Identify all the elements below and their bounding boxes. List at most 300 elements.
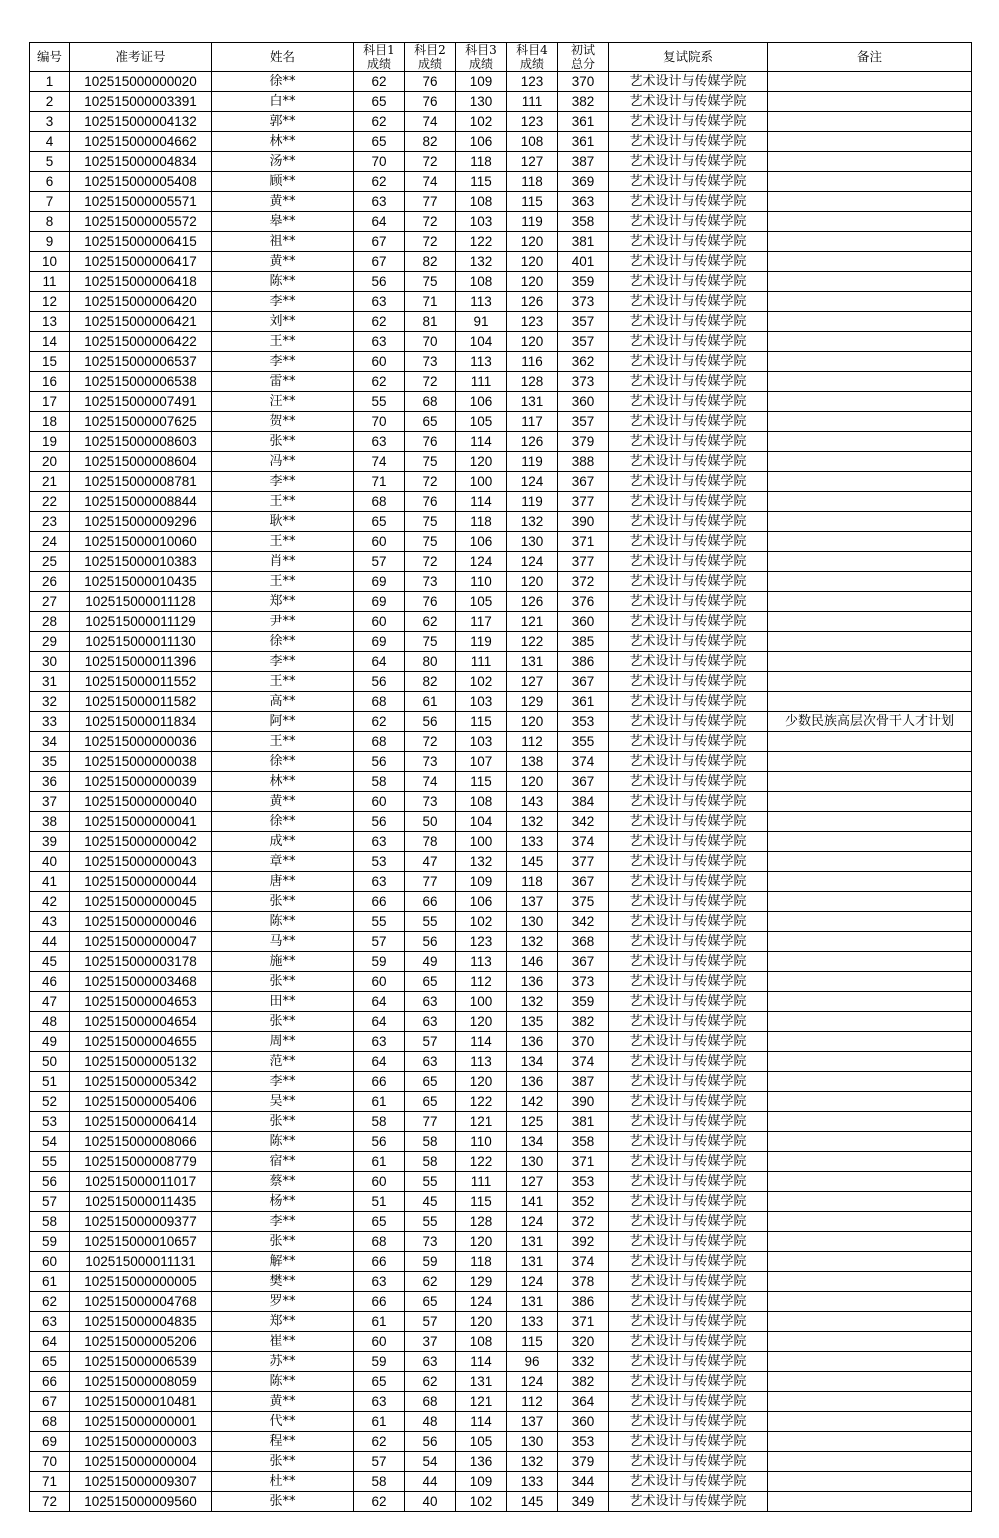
cell-ticket: 102515000004834 (70, 152, 212, 172)
cell-subject2: 72 (405, 212, 456, 232)
cell-subject4: 120 (507, 272, 558, 292)
table-body (30, 72, 972, 1512)
cell-no: 8 (30, 212, 70, 232)
cell-subject2: 76 (405, 72, 456, 92)
header-ticket: 准考证号 (70, 43, 212, 72)
cell-subject4: 120 (507, 332, 558, 352)
cell-subject1: 60 (354, 792, 405, 812)
table-row (30, 732, 972, 752)
cell-dept: 艺术设计与传媒学院 (609, 612, 768, 632)
cell-subject3: 114 (456, 432, 507, 452)
cell-subject1: 66 (354, 1072, 405, 1092)
table-row (30, 892, 972, 912)
cell-ticket: 102515000011834 (70, 712, 212, 732)
cell-no: 67 (30, 1392, 70, 1412)
cell-subject3: 121 (456, 1392, 507, 1412)
cell-ticket: 102515000005132 (70, 1052, 212, 1072)
cell-ticket: 102515000004835 (70, 1312, 212, 1332)
score-sheet (29, 42, 972, 1512)
cell-subject1: 62 (354, 72, 405, 92)
cell-subject1: 68 (354, 492, 405, 512)
cell-note (768, 292, 972, 312)
cell-name: 解** (212, 1252, 354, 1272)
cell-name: 王** (212, 732, 354, 752)
cell-subject3: 113 (456, 1052, 507, 1072)
header-no: 编号 (30, 43, 70, 72)
table-row (30, 1412, 972, 1432)
table-row (30, 452, 972, 472)
cell-dept: 艺术设计与传媒学院 (609, 1392, 768, 1412)
cell-ticket: 102515000006417 (70, 252, 212, 272)
cell-total: 381 (558, 232, 609, 252)
cell-total: 382 (558, 92, 609, 112)
cell-note (768, 1412, 972, 1432)
table-row (30, 1372, 972, 1392)
cell-dept: 艺术设计与传媒学院 (609, 232, 768, 252)
cell-no: 28 (30, 612, 70, 632)
cell-subject4: 125 (507, 1112, 558, 1132)
cell-total: 390 (558, 1092, 609, 1112)
cell-name: 郑** (212, 592, 354, 612)
cell-note (768, 1052, 972, 1072)
cell-subject1: 64 (354, 1012, 405, 1032)
cell-subject2: 66 (405, 892, 456, 912)
cell-total: 357 (558, 412, 609, 432)
cell-subject2: 77 (405, 872, 456, 892)
cell-dept: 艺术设计与传媒学院 (609, 1252, 768, 1272)
cell-subject2: 68 (405, 1392, 456, 1412)
cell-note (768, 932, 972, 952)
cell-subject3: 115 (456, 712, 507, 732)
cell-subject3: 120 (456, 1232, 507, 1252)
cell-ticket: 102515000006418 (70, 272, 212, 292)
cell-subject4: 132 (507, 932, 558, 952)
cell-no: 18 (30, 412, 70, 432)
table-row (30, 412, 972, 432)
header-subject2-line1: 科目2 (414, 43, 446, 57)
cell-name: 阿** (212, 712, 354, 732)
cell-name: 陈** (212, 1372, 354, 1392)
cell-note (768, 1272, 972, 1292)
cell-ticket: 102515000011396 (70, 652, 212, 672)
cell-dept: 艺术设计与传媒学院 (609, 512, 768, 532)
cell-ticket: 102515000000001 (70, 1412, 212, 1432)
cell-note (768, 972, 972, 992)
cell-note (768, 792, 972, 812)
cell-note (768, 632, 972, 652)
cell-subject3: 109 (456, 872, 507, 892)
cell-subject3: 106 (456, 892, 507, 912)
cell-no: 34 (30, 732, 70, 752)
cell-subject1: 61 (354, 1152, 405, 1172)
cell-ticket: 102515000005571 (70, 192, 212, 212)
cell-no: 22 (30, 492, 70, 512)
cell-subject2: 75 (405, 532, 456, 552)
cell-note (768, 512, 972, 532)
cell-subject1: 53 (354, 852, 405, 872)
cell-subject2: 63 (405, 1012, 456, 1032)
cell-total: 361 (558, 132, 609, 152)
cell-name: 郑** (212, 1312, 354, 1332)
cell-note (768, 992, 972, 1012)
cell-subject3: 108 (456, 1332, 507, 1352)
cell-dept: 艺术设计与传媒学院 (609, 1292, 768, 1312)
cell-note (768, 372, 972, 392)
cell-total: 320 (558, 1332, 609, 1352)
header-subject4-line2: 成绩 (519, 57, 544, 71)
cell-dept: 艺术设计与传媒学院 (609, 1372, 768, 1392)
cell-subject1: 71 (354, 472, 405, 492)
cell-name: 祖** (212, 232, 354, 252)
cell-subject2: 75 (405, 452, 456, 472)
cell-total: 376 (558, 592, 609, 612)
cell-no: 41 (30, 872, 70, 892)
cell-note (768, 772, 972, 792)
cell-subject4: 123 (507, 312, 558, 332)
cell-subject3: 122 (456, 1152, 507, 1172)
cell-dept: 艺术设计与传媒学院 (609, 1172, 768, 1192)
cell-subject2: 77 (405, 1112, 456, 1132)
cell-subject4: 134 (507, 1132, 558, 1152)
cell-ticket: 102515000011017 (70, 1172, 212, 1192)
cell-dept: 艺术设计与传媒学院 (609, 192, 768, 212)
cell-subject4: 119 (507, 492, 558, 512)
cell-name: 周** (212, 1032, 354, 1052)
cell-note (768, 132, 972, 152)
cell-subject1: 68 (354, 1232, 405, 1252)
cell-subject3: 118 (456, 152, 507, 172)
cell-name: 章** (212, 852, 354, 872)
cell-subject1: 60 (354, 1332, 405, 1352)
cell-no: 45 (30, 952, 70, 972)
cell-ticket: 102515000006414 (70, 1112, 212, 1132)
cell-subject3: 106 (456, 392, 507, 412)
cell-ticket: 102515000006538 (70, 372, 212, 392)
cell-subject2: 57 (405, 1312, 456, 1332)
cell-dept: 艺术设计与传媒学院 (609, 452, 768, 472)
cell-ticket: 102515000011582 (70, 692, 212, 712)
table-row (30, 752, 972, 772)
cell-subject1: 62 (354, 372, 405, 392)
cell-total: 385 (558, 632, 609, 652)
cell-dept: 艺术设计与传媒学院 (609, 872, 768, 892)
cell-ticket: 102515000000040 (70, 792, 212, 812)
table-row (30, 1072, 972, 1092)
cell-subject1: 56 (354, 272, 405, 292)
cell-dept: 艺术设计与传媒学院 (609, 92, 768, 112)
cell-dept: 艺术设计与传媒学院 (609, 1052, 768, 1072)
cell-subject2: 63 (405, 1052, 456, 1072)
cell-subject3: 107 (456, 752, 507, 772)
cell-subject1: 58 (354, 772, 405, 792)
cell-name: 蔡** (212, 1172, 354, 1192)
cell-subject4: 111 (507, 92, 558, 112)
cell-no: 39 (30, 832, 70, 852)
cell-ticket: 102515000006422 (70, 332, 212, 352)
cell-name: 范** (212, 1052, 354, 1072)
cell-total: 386 (558, 652, 609, 672)
cell-no: 21 (30, 472, 70, 492)
cell-dept: 艺术设计与传媒学院 (609, 952, 768, 972)
cell-subject1: 61 (354, 1312, 405, 1332)
cell-subject3: 122 (456, 232, 507, 252)
cell-subject4: 121 (507, 612, 558, 632)
table-row (30, 1432, 972, 1452)
cell-total: 342 (558, 912, 609, 932)
table-row (30, 1152, 972, 1172)
cell-dept: 艺术设计与传媒学院 (609, 1492, 768, 1512)
cell-name: 冯** (212, 452, 354, 472)
cell-dept: 艺术设计与传媒学院 (609, 312, 768, 332)
cell-note (768, 172, 972, 192)
cell-name: 杜** (212, 1472, 354, 1492)
table-row (30, 1352, 972, 1372)
cell-subject2: 68 (405, 392, 456, 412)
cell-subject1: 63 (354, 1032, 405, 1052)
cell-subject1: 57 (354, 1452, 405, 1472)
cell-dept: 艺术设计与传媒学院 (609, 572, 768, 592)
cell-name: 黄** (212, 192, 354, 212)
cell-subject2: 55 (405, 1172, 456, 1192)
cell-total: 349 (558, 1492, 609, 1512)
cell-subject2: 49 (405, 952, 456, 972)
cell-no: 49 (30, 1032, 70, 1052)
cell-name: 雷** (212, 372, 354, 392)
cell-name: 王** (212, 332, 354, 352)
header-total-line1: 初试 (570, 43, 595, 57)
cell-subject1: 70 (354, 152, 405, 172)
cell-subject3: 102 (456, 112, 507, 132)
cell-subject1: 65 (354, 1372, 405, 1392)
cell-dept: 艺术设计与传媒学院 (609, 1432, 768, 1452)
table-row (30, 1092, 972, 1112)
cell-note (768, 732, 972, 752)
table-row (30, 1332, 972, 1352)
cell-no: 48 (30, 1012, 70, 1032)
table-row (30, 1232, 972, 1252)
table-row (30, 1472, 972, 1492)
cell-subject4: 131 (507, 392, 558, 412)
cell-subject2: 76 (405, 432, 456, 452)
cell-subject3: 100 (456, 992, 507, 1012)
cell-dept: 艺术设计与传媒学院 (609, 1352, 768, 1372)
cell-note (768, 1072, 972, 1092)
cell-subject1: 63 (354, 192, 405, 212)
cell-name: 张** (212, 1452, 354, 1472)
cell-name: 汤** (212, 152, 354, 172)
cell-subject2: 56 (405, 712, 456, 732)
cell-subject2: 76 (405, 592, 456, 612)
cell-no: 57 (30, 1192, 70, 1212)
cell-subject3: 120 (456, 452, 507, 472)
cell-subject3: 114 (456, 1412, 507, 1432)
cell-subject3: 124 (456, 552, 507, 572)
cell-name: 施** (212, 952, 354, 972)
header-row (30, 43, 972, 72)
cell-subject3: 102 (456, 912, 507, 932)
cell-total: 372 (558, 1212, 609, 1232)
cell-subject4: 128 (507, 372, 558, 392)
cell-name: 徐** (212, 812, 354, 832)
cell-total: 371 (558, 532, 609, 552)
cell-dept: 艺术设计与传媒学院 (609, 492, 768, 512)
cell-subject1: 70 (354, 412, 405, 432)
cell-note (768, 472, 972, 492)
cell-name: 张** (212, 1012, 354, 1032)
cell-name: 贺** (212, 412, 354, 432)
cell-note (768, 392, 972, 412)
cell-subject3: 109 (456, 72, 507, 92)
cell-no: 53 (30, 1112, 70, 1132)
cell-total: 387 (558, 152, 609, 172)
table-row (30, 1252, 972, 1272)
table-row (30, 172, 972, 192)
table-row (30, 1052, 972, 1072)
table-row (30, 852, 972, 872)
table-row (30, 812, 972, 832)
cell-no: 20 (30, 452, 70, 472)
header-subject3 (456, 43, 507, 72)
cell-name: 陈** (212, 272, 354, 292)
table-row (30, 612, 972, 632)
cell-name: 李** (212, 292, 354, 312)
cell-subject3: 108 (456, 192, 507, 212)
cell-note (768, 912, 972, 932)
cell-dept: 艺术设计与传媒学院 (609, 792, 768, 812)
cell-name: 徐** (212, 72, 354, 92)
cell-subject1: 64 (354, 992, 405, 1012)
cell-subject3: 117 (456, 612, 507, 632)
cell-ticket: 102515000011129 (70, 612, 212, 632)
table-row (30, 652, 972, 672)
cell-no: 51 (30, 1072, 70, 1092)
cell-no: 68 (30, 1412, 70, 1432)
cell-subject1: 66 (354, 1252, 405, 1272)
cell-ticket: 102515000005572 (70, 212, 212, 232)
cell-note (768, 1472, 972, 1492)
cell-subject3: 129 (456, 1272, 507, 1292)
score-table (29, 42, 972, 1512)
cell-dept: 艺术设计与传媒学院 (609, 332, 768, 352)
cell-note (768, 1432, 972, 1452)
cell-total: 371 (558, 1312, 609, 1332)
cell-total: 370 (558, 1032, 609, 1052)
cell-ticket: 102515000005408 (70, 172, 212, 192)
cell-dept: 艺术设计与传媒学院 (609, 592, 768, 612)
cell-ticket: 102515000004662 (70, 132, 212, 152)
cell-subject4: 136 (507, 1072, 558, 1092)
cell-dept: 艺术设计与传媒学院 (609, 412, 768, 432)
cell-note (768, 852, 972, 872)
cell-subject2: 73 (405, 352, 456, 372)
cell-name: 白** (212, 92, 354, 112)
cell-no: 35 (30, 752, 70, 772)
cell-subject3: 102 (456, 672, 507, 692)
cell-name: 李** (212, 352, 354, 372)
cell-subject1: 65 (354, 92, 405, 112)
cell-ticket: 102515000003178 (70, 952, 212, 972)
cell-subject4: 126 (507, 432, 558, 452)
cell-subject1: 62 (354, 712, 405, 732)
cell-subject4: 124 (507, 472, 558, 492)
cell-no: 65 (30, 1352, 70, 1372)
cell-total: 360 (558, 1412, 609, 1432)
cell-subject2: 40 (405, 1492, 456, 1512)
cell-subject2: 72 (405, 152, 456, 172)
cell-ticket: 102515000000036 (70, 732, 212, 752)
cell-no: 56 (30, 1172, 70, 1192)
cell-total: 377 (558, 492, 609, 512)
cell-subject3: 108 (456, 792, 507, 812)
cell-note (768, 1252, 972, 1272)
cell-total: 358 (558, 1132, 609, 1152)
cell-subject4: 131 (507, 1232, 558, 1252)
cell-note (768, 1172, 972, 1192)
cell-dept: 艺术设计与传媒学院 (609, 932, 768, 952)
cell-subject2: 73 (405, 572, 456, 592)
cell-no: 70 (30, 1452, 70, 1472)
cell-subject2: 72 (405, 372, 456, 392)
cell-total: 401 (558, 252, 609, 272)
cell-dept: 艺术设计与传媒学院 (609, 252, 768, 272)
cell-subject4: 117 (507, 412, 558, 432)
cell-ticket: 102515000000046 (70, 912, 212, 932)
header-subject4-line1: 科目4 (516, 43, 548, 57)
cell-total: 379 (558, 432, 609, 452)
cell-no: 40 (30, 852, 70, 872)
cell-subject3: 136 (456, 1452, 507, 1472)
cell-total: 370 (558, 72, 609, 92)
cell-ticket: 102515000000041 (70, 812, 212, 832)
cell-ticket: 102515000000038 (70, 752, 212, 772)
cell-total: 371 (558, 1152, 609, 1172)
table-row (30, 972, 972, 992)
table-row (30, 672, 972, 692)
cell-no: 60 (30, 1252, 70, 1272)
cell-name: 黄** (212, 252, 354, 272)
cell-total: 375 (558, 892, 609, 912)
cell-name: 田** (212, 992, 354, 1012)
cell-subject2: 73 (405, 1232, 456, 1252)
cell-ticket: 102515000010481 (70, 1392, 212, 1412)
cell-ticket: 102515000006537 (70, 352, 212, 372)
cell-subject2: 72 (405, 232, 456, 252)
cell-subject3: 106 (456, 532, 507, 552)
cell-subject3: 132 (456, 852, 507, 872)
cell-no: 46 (30, 972, 70, 992)
cell-ticket: 102515000008844 (70, 492, 212, 512)
cell-note (768, 612, 972, 632)
cell-ticket: 102515000008059 (70, 1372, 212, 1392)
table-row (30, 332, 972, 352)
cell-subject2: 78 (405, 832, 456, 852)
cell-name: 马** (212, 932, 354, 952)
cell-subject3: 124 (456, 1292, 507, 1312)
cell-no: 19 (30, 432, 70, 452)
cell-ticket: 102515000009377 (70, 1212, 212, 1232)
cell-subject3: 104 (456, 332, 507, 352)
cell-name: 唐** (212, 872, 354, 892)
cell-subject2: 82 (405, 252, 456, 272)
table-row (30, 272, 972, 292)
cell-total: 373 (558, 292, 609, 312)
cell-subject2: 72 (405, 552, 456, 572)
cell-total: 374 (558, 752, 609, 772)
cell-note (768, 872, 972, 892)
header-note: 备注 (768, 43, 972, 72)
cell-no: 30 (30, 652, 70, 672)
cell-name: 尹** (212, 612, 354, 632)
